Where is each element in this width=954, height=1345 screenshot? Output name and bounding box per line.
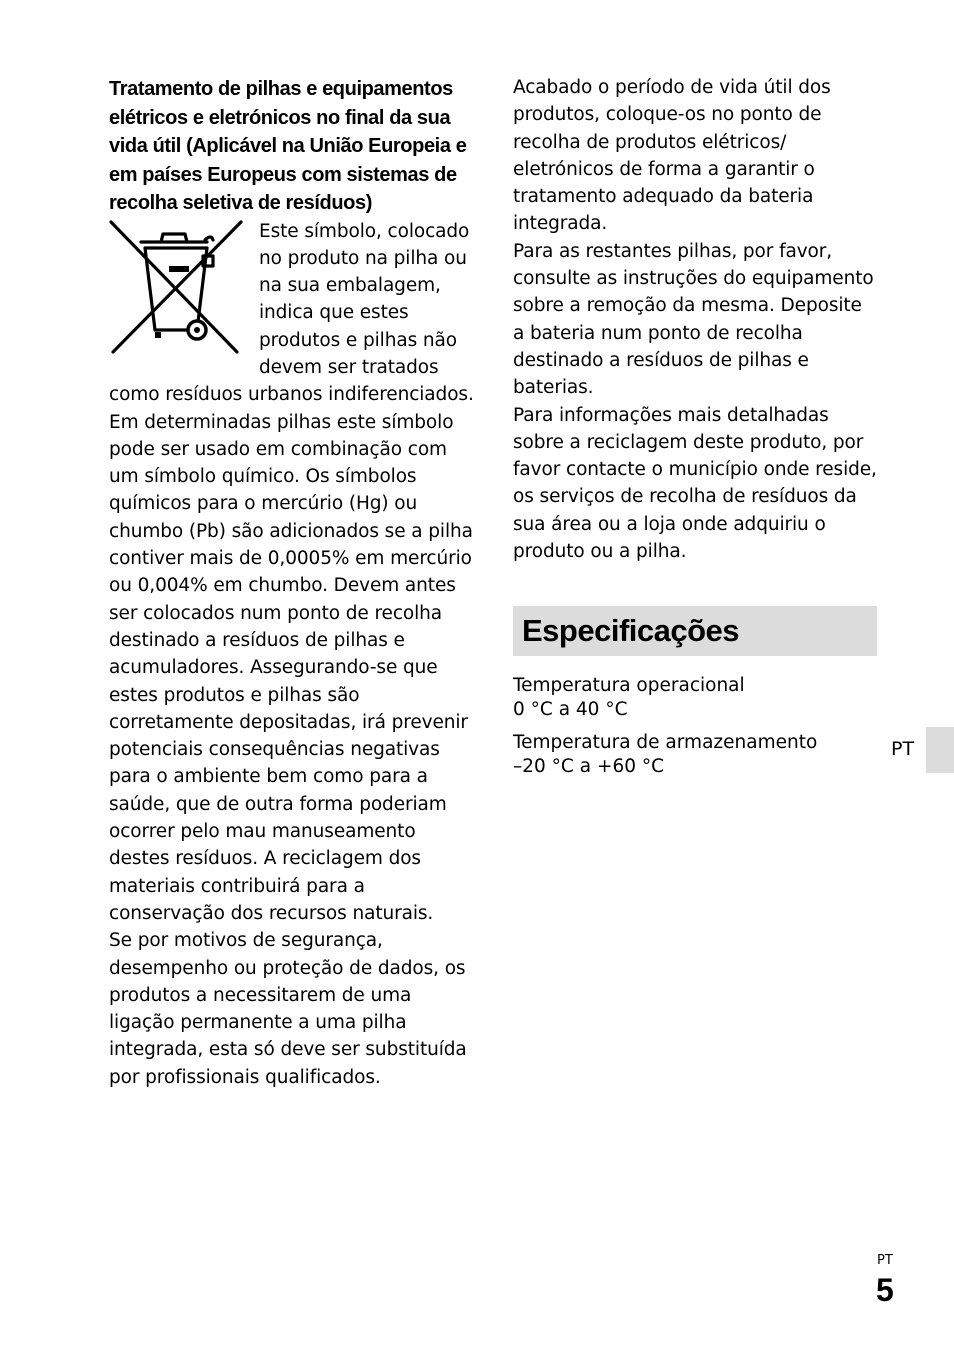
page-language: PT bbox=[877, 1253, 893, 1268]
symbol-paragraph: Este símbolo, colocado no produto na pilha ou na sua embalagem, indica que estes produtos e pilhas não devem ser tratados como resíduos urbanos indiferenciados. bbox=[109, 220, 474, 406]
spec-value: 0 °C a 40 °C bbox=[513, 699, 628, 720]
spec-item-storage-temperature bbox=[513, 731, 877, 779]
language-tab-marker bbox=[926, 727, 954, 773]
recycling-info-paragraph: Para informações mais detalhadas sobre a reciclagem deste produto, por favor contacte o município onde reside, os serviços de recolha de resíduos da sua área ou a loja onde adquiriu o produto ou a pilha. bbox=[513, 404, 877, 563]
spec-label: Temperatura operacional bbox=[513, 675, 745, 696]
page-number: 5 bbox=[876, 1272, 894, 1308]
other-batteries-paragraph: Para as restantes pilhas, por favor, consulte as instruções do equipamento sobre a remoção da mesma. Deposite a bateria num ponto de recolha destinado a resíduos de pilhas e baterias. bbox=[513, 240, 874, 399]
crossed-out-wheeled-bin-icon bbox=[109, 220, 245, 356]
left-column bbox=[109, 73, 481, 1091]
specifications-title: Especificações bbox=[522, 613, 740, 648]
end-of-life-paragraph: Acabado o período de vida útil dos produtos, coloque-os no ponto de recolha de produtos elétricos/ eletrónicos de forma a garantir o tratamento adequado da bateria integrada. bbox=[513, 77, 831, 235]
integrated-battery-paragraph: Se por motivos de segurança, desempenho ou proteção de dados, os produtos a necessitarem de uma ligação permanente a uma pilha integrada, esta só deve ser substituída por profissionais qualificados. bbox=[109, 930, 467, 1088]
spec-value: –20 °C a +60 °C bbox=[513, 756, 665, 777]
spec-item-operating-temperature bbox=[513, 674, 877, 722]
specifications-header bbox=[513, 606, 877, 656]
language-tab-label: PT bbox=[891, 738, 915, 760]
right-column bbox=[513, 74, 877, 565]
section-heading: Tratamento de pilhas e equipamentos elétricos e eletrónicos no final da sua vida útil (Aplicável na União Europeia e em países Europeus com sistemas de recolha seletiva de resíduos) bbox=[109, 78, 467, 214]
chemical-symbol-paragraph: Em determinadas pilhas este símbolo pode ser usado em combinação com um símbolo químico. Os símbolos químicos para o mercúrio (Hg) ou chumbo (Pb) são adicionados se a pilha contiver mais de 0,0005% em mercúrio ou 0,004% em chumbo. Devem antes ser colocados num ponto de recolha destinado a resíduos de pilhas e acumuladores. Assegurando-se que estes produtos e pilhas são corretamente depositadas, irá prevenir potenciais consequências negativas para o ambiente bem como para a saúde, que de outra forma poderiam ocorrer pelo mau manuseamento destes resíduos. A reciclagem dos materiais contribuirá para a conservação dos recursos naturais. bbox=[109, 411, 473, 924]
spec-label: Temperatura de armazenamento bbox=[513, 732, 818, 753]
